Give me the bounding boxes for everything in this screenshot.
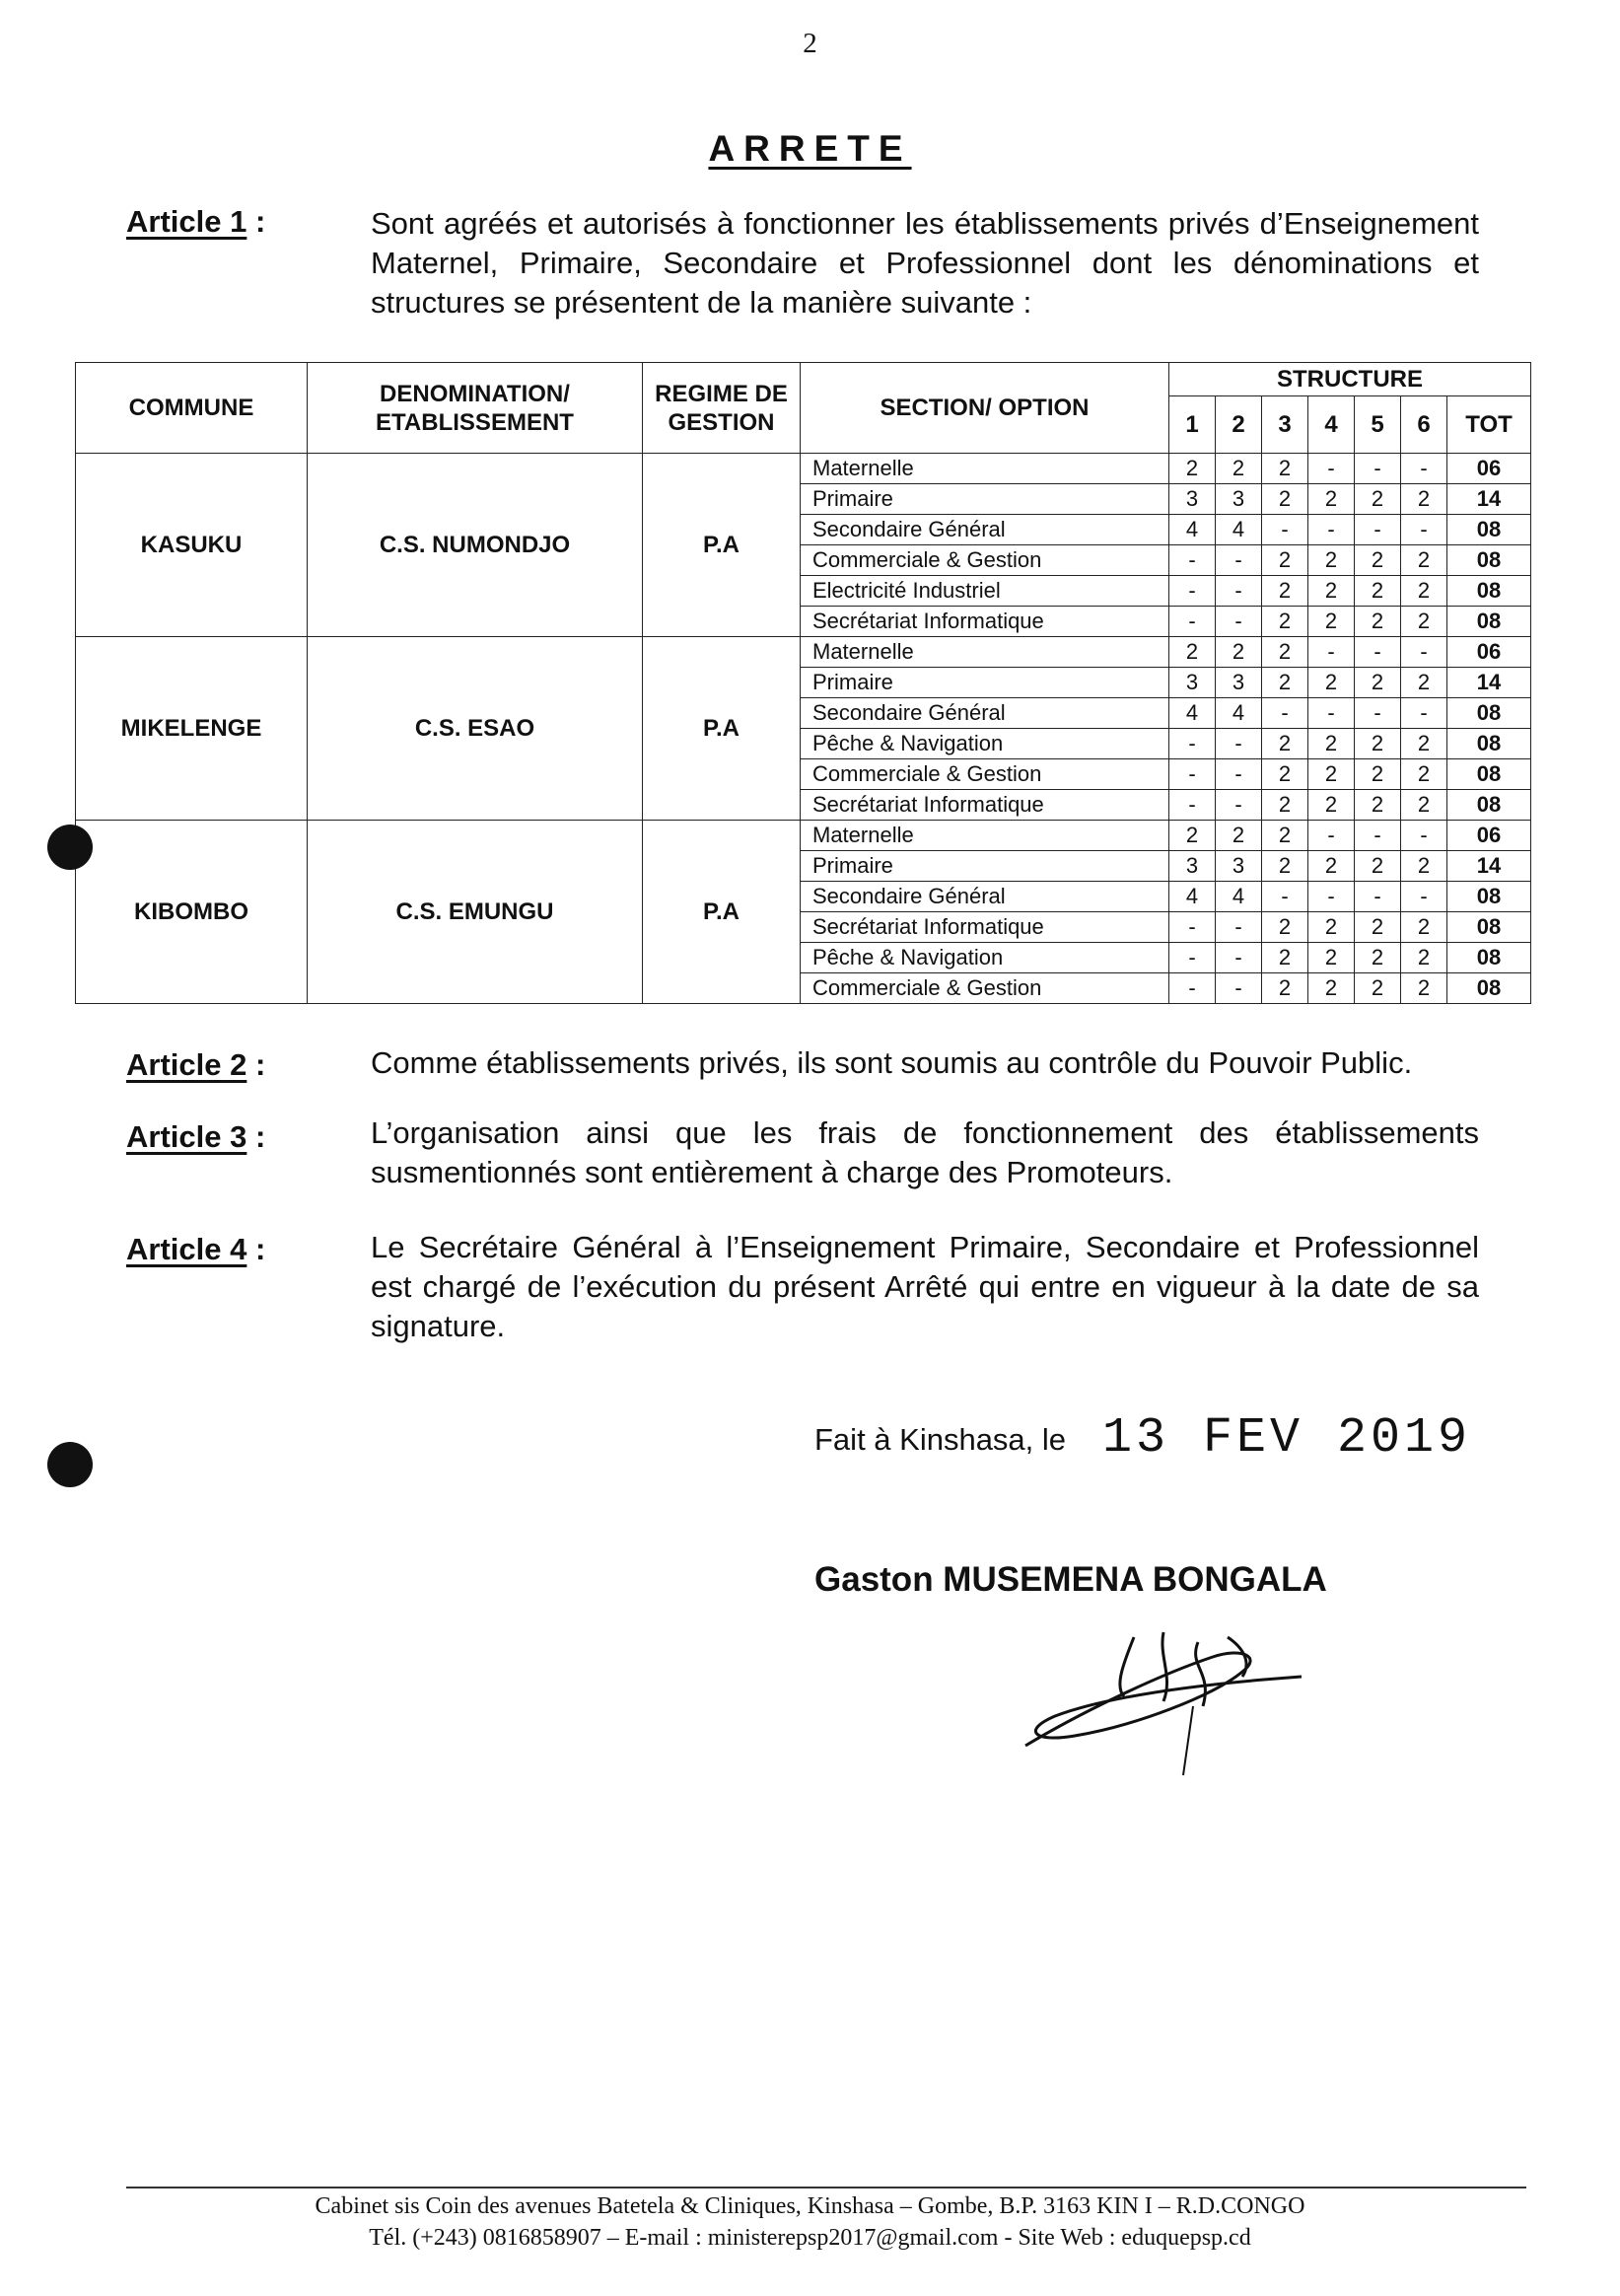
total-cell: 08	[1447, 545, 1531, 576]
structure-value-cell: 2	[1308, 759, 1355, 790]
structure-value-cell: 2	[1262, 790, 1308, 821]
section-cell: Maternelle	[801, 821, 1169, 851]
structure-value-cell: 2	[1262, 943, 1308, 973]
section-cell: Maternelle	[801, 637, 1169, 668]
structure-value-cell: 2	[1355, 484, 1401, 515]
total-cell: 08	[1447, 912, 1531, 943]
header-col-2: 2	[1216, 396, 1262, 454]
structure-value-cell: 2	[1355, 545, 1401, 576]
header-section: SECTION/ OPTION	[801, 363, 1169, 454]
section-cell: Secrétariat Informatique	[801, 790, 1169, 821]
structure-value-cell: 2	[1262, 454, 1308, 484]
structure-value-cell: -	[1169, 790, 1216, 821]
article-2-text: Comme établissements privés, ils sont soumis au contrôle du Pouvoir Public.	[371, 1045, 1413, 1080]
total-cell: 08	[1447, 759, 1531, 790]
structure-value-cell: 2	[1355, 943, 1401, 973]
article-4-text: Le Secrétaire Général à l’Enseignement Primaire, Secondaire et Professionnel est chargé de l’exécution du présent Arrêté qui entre en vigueur à la date de sa signature.	[371, 1230, 1479, 1343]
structure-value-cell: -	[1216, 759, 1262, 790]
section-cell: Commerciale & Gestion	[801, 545, 1169, 576]
place-line: Fait à Kinshasa, le	[814, 1422, 1067, 1457]
structure-value-cell: 2	[1401, 668, 1447, 698]
regime-cell: P.A	[643, 454, 801, 637]
structure-value-cell: 2	[1262, 637, 1308, 668]
structure-value-cell: -	[1262, 698, 1308, 729]
structure-value-cell: 2	[1308, 484, 1355, 515]
structure-value-cell: -	[1169, 912, 1216, 943]
structure-value-cell: 2	[1262, 821, 1308, 851]
section-cell: Commerciale & Gestion	[801, 973, 1169, 1004]
commune-cell: KASUKU	[76, 454, 308, 637]
header-col-6: 6	[1401, 396, 1447, 454]
total-cell: 08	[1447, 607, 1531, 637]
total-cell: 06	[1447, 821, 1531, 851]
structure-value-cell: -	[1216, 576, 1262, 607]
total-cell: 14	[1447, 484, 1531, 515]
regime-cell: P.A	[643, 637, 801, 821]
structure-value-cell: -	[1216, 912, 1262, 943]
structure-value-cell: 2	[1262, 668, 1308, 698]
structure-value-cell: 2	[1401, 576, 1447, 607]
structure-value-cell: 2	[1308, 729, 1355, 759]
structure-value-cell: -	[1308, 821, 1355, 851]
structure-value-cell: 2	[1308, 607, 1355, 637]
total-cell: 08	[1447, 882, 1531, 912]
structure-value-cell: 3	[1169, 668, 1216, 698]
etablissement-cell: C.S. EMUNGU	[308, 821, 643, 1004]
etablissement-cell: C.S. NUMONDJO	[308, 454, 643, 637]
structure-value-cell: 2	[1169, 454, 1216, 484]
header-commune: COMMUNE	[76, 363, 308, 454]
structure-value-cell: 2	[1401, 943, 1447, 973]
structure-value-cell: 2	[1262, 912, 1308, 943]
structure-value-cell: 2	[1401, 607, 1447, 637]
structure-value-cell: -	[1216, 545, 1262, 576]
header-structure: STRUCTURE	[1169, 363, 1531, 396]
article-label-text: Article 2	[126, 1047, 247, 1082]
section-cell: Secrétariat Informatique	[801, 912, 1169, 943]
structure-value-cell: 2	[1308, 545, 1355, 576]
structure-value-cell: -	[1216, 973, 1262, 1004]
section-cell: Primaire	[801, 851, 1169, 882]
structure-value-cell: -	[1308, 454, 1355, 484]
structure-value-cell: 2	[1216, 454, 1262, 484]
section-cell: Maternelle	[801, 454, 1169, 484]
structure-value-cell: 3	[1169, 484, 1216, 515]
article-label-text: Article 4	[126, 1232, 247, 1266]
structure-value-cell: 2	[1262, 545, 1308, 576]
total-cell: 06	[1447, 454, 1531, 484]
structure-value-cell: -	[1355, 454, 1401, 484]
structure-value-cell: -	[1401, 821, 1447, 851]
date-stamp: 13 FEV 2019	[1102, 1410, 1472, 1467]
punch-hole-icon	[47, 1442, 93, 1487]
structure-value-cell: 2	[1169, 821, 1216, 851]
structure-value-cell: 4	[1216, 515, 1262, 545]
structure-value-cell: 2	[1355, 790, 1401, 821]
structure-value-cell: -	[1169, 759, 1216, 790]
structure-value-cell: -	[1169, 973, 1216, 1004]
structure-value-cell: -	[1216, 790, 1262, 821]
structure-value-cell: 2	[1262, 973, 1308, 1004]
structure-value-cell: -	[1169, 729, 1216, 759]
table-row	[76, 637, 1531, 668]
article-4-label: Article 4 :	[126, 1232, 266, 1266]
structure-value-cell: 2	[1355, 973, 1401, 1004]
structure-value-cell: 2	[1262, 729, 1308, 759]
structure-value-cell: -	[1216, 607, 1262, 637]
article-1-label: Article 1 :	[126, 204, 266, 239]
structure-value-cell: -	[1355, 515, 1401, 545]
footer-address: Cabinet sis Coin des avenues Batetela & Cliniques, Kinshasa – Gombe, B.P. 3163 KIN I – R.D.CONGO	[315, 2193, 1305, 2219]
section-cell: Secondaire Général	[801, 515, 1169, 545]
structure-value-cell: 3	[1216, 668, 1262, 698]
header-col-3: 3	[1262, 396, 1308, 454]
structure-value-cell: -	[1401, 637, 1447, 668]
structure-value-cell: -	[1169, 943, 1216, 973]
section-cell: Secondaire Général	[801, 698, 1169, 729]
structure-value-cell: 4	[1169, 698, 1216, 729]
structure-value-cell: 2	[1308, 576, 1355, 607]
section-cell: Pêche & Navigation	[801, 943, 1169, 973]
structure-value-cell: 2	[1355, 759, 1401, 790]
article-2-label: Article 2 :	[126, 1047, 266, 1082]
structure-value-cell: -	[1262, 882, 1308, 912]
section-cell: Primaire	[801, 668, 1169, 698]
structure-value-cell: 2	[1401, 545, 1447, 576]
footer-divider	[126, 2187, 1526, 2188]
structure-value-cell: -	[1169, 607, 1216, 637]
total-cell: 06	[1447, 637, 1531, 668]
etablissement-cell: C.S. ESAO	[308, 637, 643, 821]
article-label-text: Article 1	[126, 204, 247, 239]
commune-cell: MIKELENGE	[76, 637, 308, 821]
structure-value-cell: 2	[1355, 668, 1401, 698]
structure-value-cell: -	[1308, 637, 1355, 668]
total-cell: 14	[1447, 668, 1531, 698]
total-cell: 14	[1447, 851, 1531, 882]
header-col-1: 1	[1169, 396, 1216, 454]
structure-value-cell: -	[1308, 515, 1355, 545]
structure-value-cell: 2	[1308, 851, 1355, 882]
structure-value-cell: 2	[1308, 943, 1355, 973]
header-col-tot: TOT	[1447, 396, 1531, 454]
structure-value-cell: 2	[1355, 912, 1401, 943]
structure-value-cell: -	[1169, 545, 1216, 576]
commune-cell: KIBOMBO	[76, 821, 308, 1004]
structure-value-cell: 4	[1169, 515, 1216, 545]
page-number: 2	[803, 28, 817, 59]
structure-value-cell: 2	[1355, 851, 1401, 882]
structure-value-cell: 2	[1401, 912, 1447, 943]
structure-value-cell: 2	[1308, 668, 1355, 698]
table-row	[76, 454, 1531, 484]
article-1-text: Sont agréés et autorisés à fonctionner les établissements privés d’Enseignement Maternel, Primaire, Secondaire et Professionnel dont les dénominations et structures se présentent de la manière suivante :	[371, 206, 1479, 320]
structure-value-cell: -	[1401, 698, 1447, 729]
section-cell: Pêche & Navigation	[801, 729, 1169, 759]
structure-value-cell: 2	[1308, 912, 1355, 943]
structure-value-cell: 2	[1401, 973, 1447, 1004]
section-cell: Secrétariat Informatique	[801, 607, 1169, 637]
structure-value-cell: 2	[1308, 790, 1355, 821]
structure-value-cell: 4	[1169, 882, 1216, 912]
signature-image	[1016, 1617, 1331, 1785]
structure-value-cell: 2	[1308, 973, 1355, 1004]
structure-value-cell: -	[1216, 729, 1262, 759]
structure-value-cell: -	[1401, 515, 1447, 545]
structure-value-cell: 2	[1216, 637, 1262, 668]
total-cell: 08	[1447, 973, 1531, 1004]
document-title: ARRETE	[708, 128, 912, 169]
signer-name: Gaston MUSEMENA BONGALA	[814, 1560, 1327, 1599]
structure-value-cell: 2	[1169, 637, 1216, 668]
header-denomination: DENOMINATION/ ETABLISSEMENT	[308, 363, 643, 454]
structure-value-cell: -	[1401, 882, 1447, 912]
structure-value-cell: -	[1401, 454, 1447, 484]
structure-value-cell: -	[1355, 821, 1401, 851]
total-cell: 08	[1447, 698, 1531, 729]
structure-value-cell: 2	[1401, 729, 1447, 759]
structure-table	[75, 362, 1531, 1004]
table-row	[76, 821, 1531, 851]
article-label-text: Article 3	[126, 1119, 247, 1154]
structure-value-cell: -	[1355, 698, 1401, 729]
structure-value-cell: -	[1262, 515, 1308, 545]
structure-value-cell: 4	[1216, 882, 1262, 912]
structure-value-cell: 2	[1262, 576, 1308, 607]
structure-value-cell: 2	[1262, 484, 1308, 515]
structure-value-cell: -	[1355, 637, 1401, 668]
structure-value-cell: 2	[1262, 759, 1308, 790]
structure-value-cell: 2	[1216, 821, 1262, 851]
structure-value-cell: 4	[1216, 698, 1262, 729]
structure-value-cell: 2	[1401, 851, 1447, 882]
structure-value-cell: 2	[1262, 607, 1308, 637]
structure-value-cell: 2	[1355, 576, 1401, 607]
header-regime: REGIME DE GESTION	[643, 363, 801, 454]
structure-value-cell: -	[1308, 698, 1355, 729]
structure-value-cell: -	[1308, 882, 1355, 912]
structure-value-cell: -	[1355, 882, 1401, 912]
total-cell: 08	[1447, 729, 1531, 759]
structure-value-cell: -	[1169, 576, 1216, 607]
structure-value-cell: 2	[1401, 759, 1447, 790]
regime-cell: P.A	[643, 821, 801, 1004]
section-cell: Electricité Industriel	[801, 576, 1169, 607]
total-cell: 08	[1447, 790, 1531, 821]
structure-value-cell: 2	[1355, 729, 1401, 759]
punch-hole-icon	[47, 825, 93, 870]
structure-value-cell: 3	[1216, 851, 1262, 882]
section-cell: Commerciale & Gestion	[801, 759, 1169, 790]
structure-value-cell: 2	[1262, 851, 1308, 882]
structure-value-cell: -	[1216, 943, 1262, 973]
structure-value-cell: 3	[1169, 851, 1216, 882]
footer-contact: Tél. (+243) 0816858907 – E-mail : ministerepsp2017@gmail.com - Site Web : eduquepsp.cd	[369, 2225, 1251, 2251]
section-cell: Primaire	[801, 484, 1169, 515]
structure-value-cell: 2	[1401, 790, 1447, 821]
total-cell: 08	[1447, 576, 1531, 607]
section-cell: Secondaire Général	[801, 882, 1169, 912]
header-col-4: 4	[1308, 396, 1355, 454]
article-3-text: L’organisation ainsi que les frais de fonctionnement des établissements susmentionnés sont entièrement à charge des Promoteurs.	[371, 1115, 1479, 1189]
header-col-5: 5	[1355, 396, 1401, 454]
total-cell: 08	[1447, 515, 1531, 545]
structure-value-cell: 2	[1355, 607, 1401, 637]
article-3-label: Article 3 :	[126, 1119, 266, 1154]
total-cell: 08	[1447, 943, 1531, 973]
structure-value-cell: 3	[1216, 484, 1262, 515]
structure-value-cell: 2	[1401, 484, 1447, 515]
